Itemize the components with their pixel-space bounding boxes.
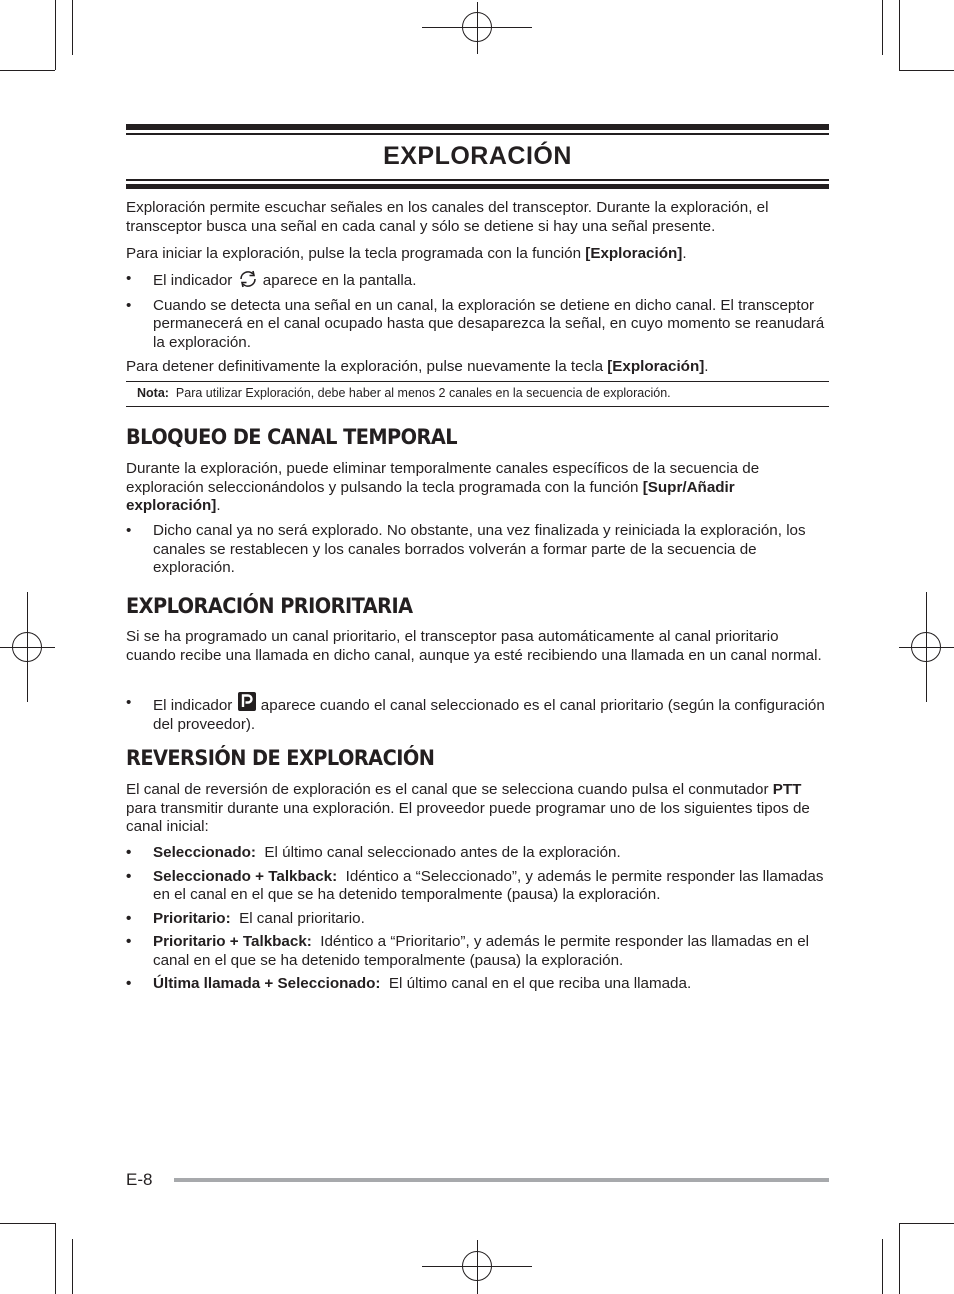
item-term: Última llamada + Seleccionado: [153,975,381,992]
scan-icon [237,270,259,288]
crop-mark [899,1223,900,1294]
list-item [126,691,829,734]
crop-mark [882,0,883,55]
item-desc: Idéntico a “Prioritario”, y además le permite responder las llamadas en el canal en el que se ha detenido temporalmente (pausa) la exploración. [153,933,814,969]
section-bullets [126,691,829,734]
crop-mark [899,0,900,70]
stop-end: . [704,358,709,375]
bullet: • [126,844,132,861]
crop-mark [899,70,954,71]
section-text: El canal de reversión de exploración es el canal que se selecciona cuando pulsa el conmutador [126,781,773,798]
scan-key-label: [Exploración] [607,358,705,375]
stop-paragraph [126,358,829,377]
crop-mark [899,1223,954,1224]
bullet: • [126,270,132,287]
item-desc: Idéntico a “Seleccionado”, y además le permite responder las llamadas en el canal en el que se ha detenido temporalmente (pausa) la exploración. [153,867,828,903]
list-item [126,844,829,863]
list-item [126,975,829,994]
section-end: . [216,497,221,514]
bullet-text: aparece cuando el canal seleccionado es el canal prioritario (según la configuración del proveedor). [153,697,825,733]
bullet: • [126,909,132,927]
section-text: para transmitir durante una exploración. El proveedor puede programar uno de los siguientes tipos de canal inicial: [126,799,810,835]
section-heading: REVERSIÓN DE EXPLORACIÓN [126,746,435,770]
list-item [126,297,829,353]
bullet: • [126,694,132,711]
bullet: • [126,933,132,950]
bullet-text: El indicador [153,697,237,714]
section-heading: EXPLORACIÓN PRIORITARIA [126,594,413,618]
title-rule-top-thin [126,133,829,135]
list-item [126,868,829,905]
list-item [126,270,829,291]
item-term: Prioritario: [153,909,231,927]
title-rule-bottom-thin [126,179,829,181]
crop-mark [55,1223,56,1294]
item-desc: El último canal en el que reciba una llamada. [380,975,692,992]
section-text: Durante la exploración, puede eliminar temporalmente canales específicos de la secuencia de exploración seleccionándolos y pulsando la tecla programada con la función [126,460,760,496]
delete-add-key-label: [Supr/Añadir exploración] [126,478,735,514]
registration-circle [12,632,42,662]
start-paragraph [126,245,829,264]
revert-channel-list [126,844,829,994]
bullet: • [126,522,132,539]
crop-mark [0,1223,55,1224]
crop-mark [72,0,73,55]
priority-p-icon [237,691,257,712]
note-box [126,381,829,407]
section-paragraph: Si se ha programado un canal prioritario, el transceptor pasa automáticamente al canal prioritario cuando recibe una llamada en dicho canal, aunque ya esté recibiendo una llamada en un canal normal. [126,628,822,664]
bullet: • [126,975,132,992]
stop-text: Para detener definitivamente la exploración, pulse nuevamente la tecla [126,358,608,375]
bullet-text: aparece en la pantalla. [258,272,417,289]
registration-circle [462,1251,492,1281]
list-item [126,910,829,929]
ptt-label: PTT [772,781,802,798]
item-desc: El último canal seleccionado antes de la exploración. [255,844,621,861]
note-text [126,382,829,404]
note-body: Para utilizar Exploración, debe haber al menos 2 canales en la secuencia de exploración. [175,386,671,400]
bullet-text: El indicador [153,272,237,289]
section-bullets [126,522,829,578]
crop-mark [0,70,55,71]
scan-bullets [126,270,829,352]
page-number: E-8 [126,1170,153,1189]
note-label: Nota: [137,386,169,400]
crop-mark [55,0,56,70]
registration-circle [462,12,492,42]
title-rule-bottom [126,184,829,189]
start-text: Para iniciar la exploración, pulse la tecla programada con la función [126,245,586,262]
scan-key-label: [Exploración] [585,245,683,262]
crop-mark [882,1239,883,1294]
bullet-text: Cuando se detecta una señal en un canal, la exploración se detiene en dicho canal. El transceptor permanecerá en el canal ocupado hasta que desaparezca la señal, en cuyo momento se reanudará la exploración. [153,296,825,351]
item-term: Prioritario + Talkback: [153,933,312,950]
item-desc: El canal prioritario. [230,909,365,927]
list-item [126,933,829,970]
crop-mark [72,1239,73,1294]
section-paragraph [126,460,829,516]
item-term: Seleccionado: [153,844,256,861]
registration-circle [911,632,941,662]
footer-rule [174,1178,829,1182]
bullet: • [126,296,132,314]
page-title: EXPLORACIÓN [383,142,572,170]
list-item [126,522,829,578]
title-rule-top [126,124,829,130]
intro-paragraph: Exploración permite escuchar señales en los canales del transceptor. Durante la exploración, el transceptor busca una señal en cada canal y sólo se detiene si hay una señal presente. [126,199,769,235]
section-paragraph [126,781,829,837]
start-end: . [682,245,687,262]
bullet-text: Dicho canal ya no será explorado. No obstante, una vez finalizada y reiniciada la exploración, los canales se restablecen y los canales borrados volverán a formar parte de la secuencia de exploración. [153,522,806,576]
section-heading: BLOQUEO DE CANAL TEMPORAL [126,425,458,449]
bullet: • [126,867,132,885]
item-term: Seleccionado + Talkback: [153,867,338,885]
